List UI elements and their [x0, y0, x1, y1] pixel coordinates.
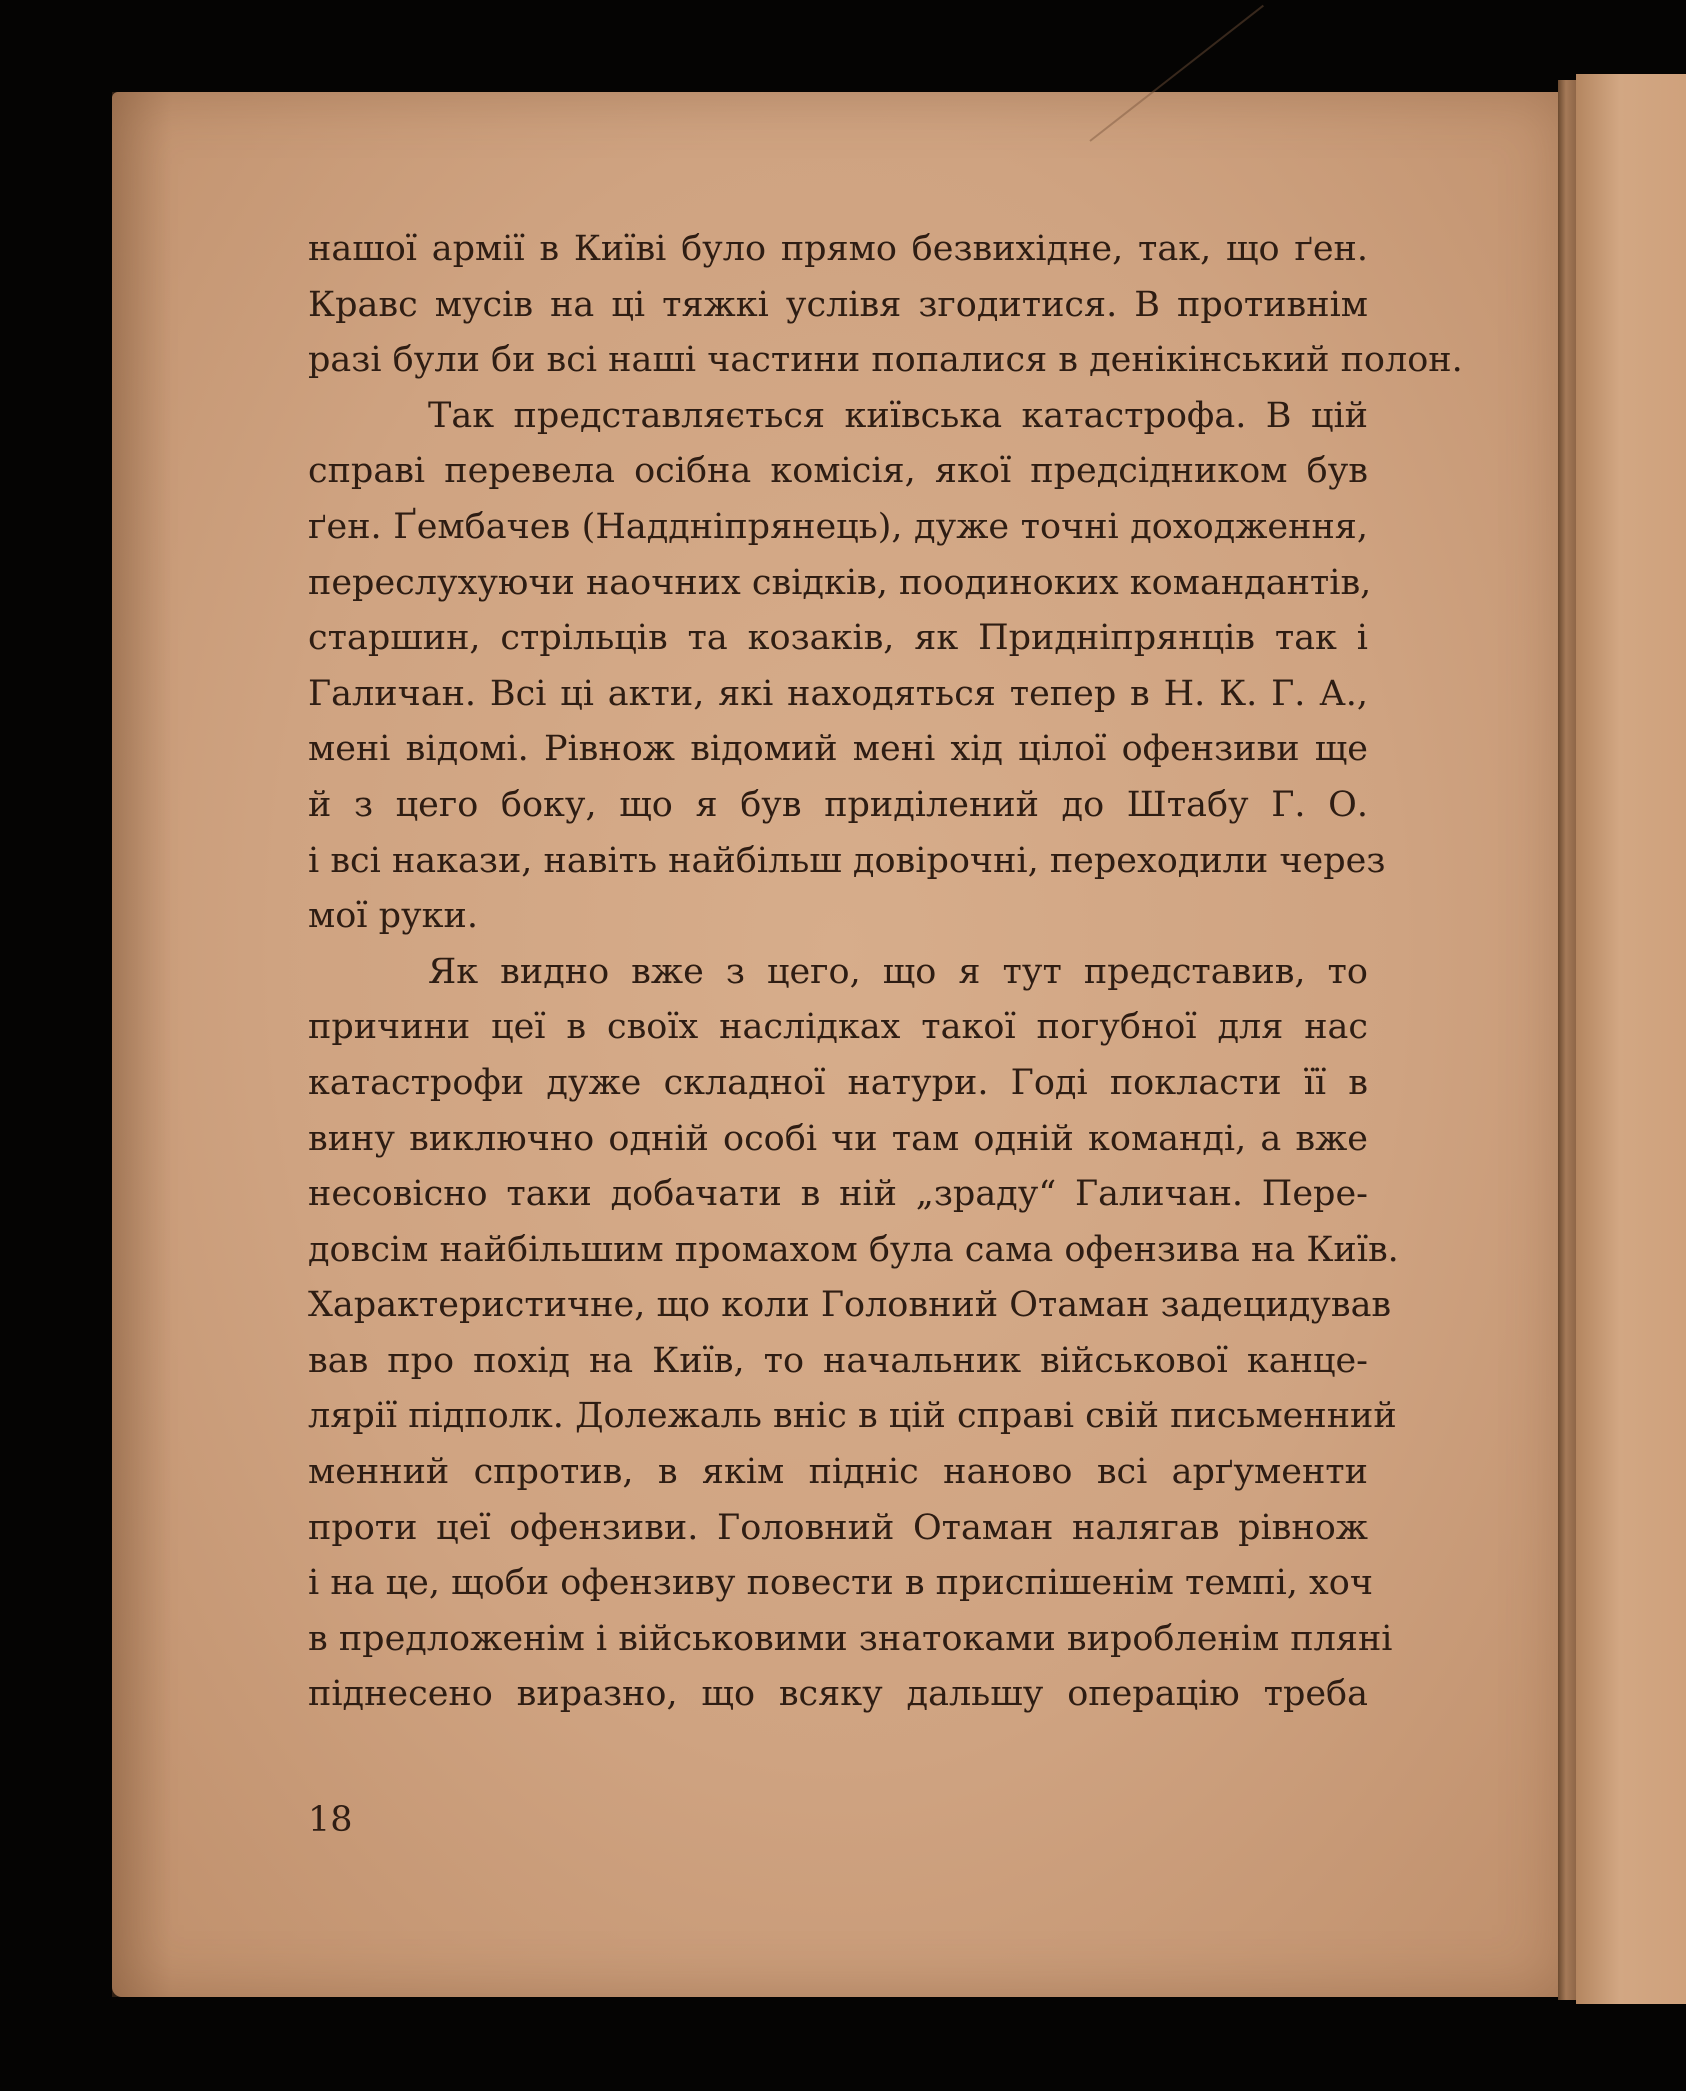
- text-line: Кравс мусів на ці тяжкі услівя згодитися. В противнім: [308, 284, 1368, 325]
- text-line: вину виключно одній особі чи там одній команді, а вже: [308, 1118, 1368, 1159]
- text-line: несовісно таки добачати в ній „зраду“ Галичан. Пере-: [308, 1174, 1368, 1215]
- text-line: піднесено виразно, що всяку дальшу операцію треба: [308, 1674, 1368, 1715]
- text-line: старшин, стрільців та козаків, як Придніпрянців так і: [308, 618, 1368, 659]
- text-line: причини цеї в своїх наслідках такої погубної для нас: [308, 1007, 1368, 1048]
- book-gutter: [1558, 80, 1578, 2000]
- text-line: Як видно вже з цего, що я тут представив, то: [428, 951, 1368, 992]
- text-line: і на це, щоби офензиву повести в приспішенім темпі, хоч: [308, 1563, 1373, 1604]
- text-line: ґен. Ґембачев (Наддніпрянець), дуже точні доходження,: [308, 506, 1368, 547]
- text-line: разі були би всі наші частини попалися в денікінський полон.: [308, 340, 1463, 381]
- text-line: Так представляється київська катастрофа. В цій: [428, 395, 1368, 436]
- text-line: Характеристичне, що коли Головний Отаман задецидував: [308, 1285, 1392, 1326]
- text-line: нашої армії в Київі було прямо безвихідне, так, що ґен.: [308, 229, 1368, 269]
- text-line: й з цего боку, що я був приділений до Штабу Г. О.: [308, 784, 1368, 825]
- text-line: справі перевела осібна комісія, якої предсідником був: [308, 451, 1368, 492]
- text-line: довсім найбільшим промахом була сама офензива на Київ.: [308, 1229, 1399, 1270]
- text-line: в предложенім і військовими знатоками виробленім пляні: [308, 1618, 1393, 1659]
- page-body-text: [308, 222, 1463, 1723]
- text-line: мені відомі. Рівнож відомий мені хід цілої офензиви ще: [308, 729, 1368, 770]
- text-line: Галичан. Всі ці акти, які находяться тепер в Н. К. Г. А.,: [308, 673, 1368, 714]
- text-line: лярії підполк. Долежаль вніс в цій справі свій письменний: [308, 1396, 1397, 1437]
- text-line: вав про похід на Київ, то начальник військової канце-: [308, 1340, 1368, 1381]
- text-line: мої руки.: [308, 896, 478, 937]
- text-line: переслухуючи наочних свідків, поодиноких командантів,: [308, 562, 1372, 603]
- page-number: 18: [308, 1800, 353, 1840]
- adjacent-page-edge: [1576, 74, 1686, 2004]
- text-line: і всі накази, навіть найбільш довірочні, переходили через: [308, 840, 1386, 881]
- text-line: проти цеї офензиви. Головний Отаман налягав рівнож: [308, 1507, 1368, 1548]
- text-line: катастрофи дуже складної натури. Годі покласти її в: [308, 1062, 1368, 1103]
- text-line: менний спротив, в якім підніс наново всі арґументи: [308, 1452, 1368, 1493]
